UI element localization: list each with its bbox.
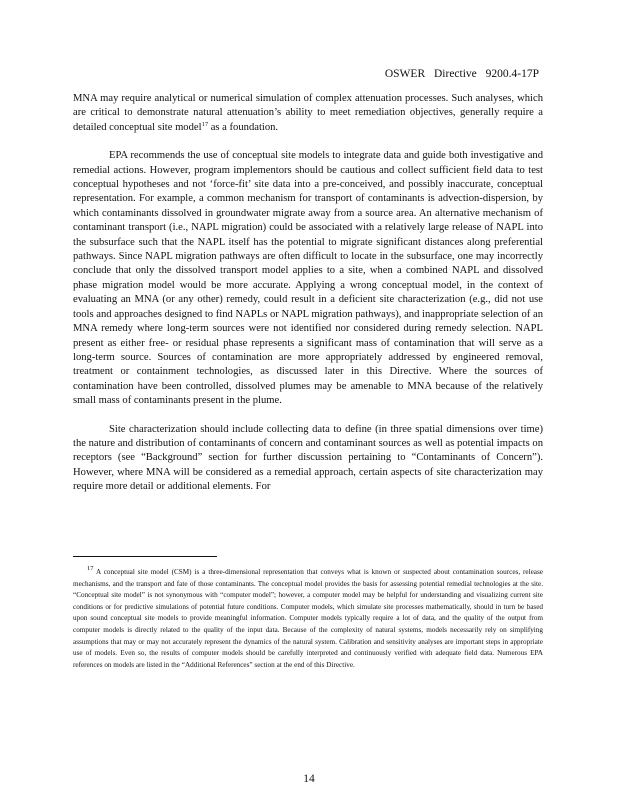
paragraph-text-end: as a foundation. — [208, 121, 279, 133]
page-number: 14 — [303, 773, 315, 785]
footnote-17 — [73, 567, 543, 671]
directive-header: OSWER Directive 9200.4-17P — [384, 68, 539, 80]
paragraph-site-characterization: Site characterization should include collecting data to define (in three spatial dimensions over time) the nature and distribution of contaminants of concern and contaminant sources as well as potential impacts on receptors (see “Background” section for further discussion pertaining to “Contaminants of Concern”). However, where MNA will be considered as a remedial approach, certain aspects of site characterization may require more detail or additional elements. For — [73, 423, 543, 493]
body-text — [73, 92, 543, 509]
paragraph-text: MNA may require analytical or numerical simulation of complex attenuation processes. Such analyses, which are critical to demonstrate natural attenuation’s ability to meet remediation objectives, generally require a detailed conceptual site model — [73, 93, 543, 133]
paragraph-conceptual-models: EPA recommends the use of conceptual site models to integrate data and guide both investigative and remedial actions. However, program implementors should be cautious and collect sufficient field data to test conceptual hypotheses and not ‘force-fit’ site data into a pre-conceived, and possibly inaccurate, conceptual representation. For example, a common mechanism for transport of contaminants is advection-dispersion, by which contaminants dissolved in groundwater migrate away from a source area. An alternative mechanism of contaminant transport (i.e., NAPL migration) could be associated with a relatively large release of NAPL into the subsurface such that the NAPL itself has the potential to migrate significant distances along preferential pathways. Since NAPL migration pathways are often difficult to locate in the subsurface, one may incorrectly conclude that only the dissolved transport model applies to a site, when a combined NAPL and dissolved phase migration model would be more accurate. Applying a wrong conceptual model, in the context of evaluating an MNA (or any other) remedy, could result in a deficient site characterization (e.g., did not use tools and approaches designed to find NAPLs or NAPL migration pathways), and inappropriate selection of an MNA remedy where long-term sources were not identified nor considered during remedy selection. NAPL present as either free- or residual phase represents a significant mass of contamination that will serve as a long-term source. Sources of contamination are more appropriately addressed by engineered removal, treatment or containment technologies, as discussed later in this Directive. Where the sources of contamination have been controlled, dissolved plumes may be amenable to MNA because of the relatively small mass of contaminants present in the plume. — [73, 150, 543, 407]
paragraph-mna-simulation — [73, 92, 543, 135]
footnote-text: A conceptual site model (CSM) is a three-dimensional representation that conveys what is known or suspected about contamination sources, release mechanisms, and the transport and fate of those contaminants. The conceptual model provides the basis for assessing potential remedial technologies at the site. “Conceptual site model” is not synonymous with “computer model”; however, a computer model may be helpful for understanding and visualizing current site conditions or for predictive simulations of potential future conditions. Computer models, which simulate site processes mathematically, should in turn be based upon sound conceptual site models to provide meaningful information. Computer models typically require a lot of data, and the quality of the output from computer models is directly related to the quality of the input data. Because of the complexity of natural systems, models necessarily rely on simplifying assumptions that may or may not accurately represent the dynamics of the natural system. Calibration and sensitivity analyses are important steps in appropriate use of models. Even so, the results of computer models should be carefully interpreted and continuously verified with adequate field data. Numerous EPA references on models are listed in the “Additional References” section at the end of this Directive. — [73, 568, 543, 669]
footnote-reference: 17 — [201, 120, 209, 128]
footnote-number: 17 — [87, 565, 94, 572]
footnote-divider — [73, 556, 217, 557]
